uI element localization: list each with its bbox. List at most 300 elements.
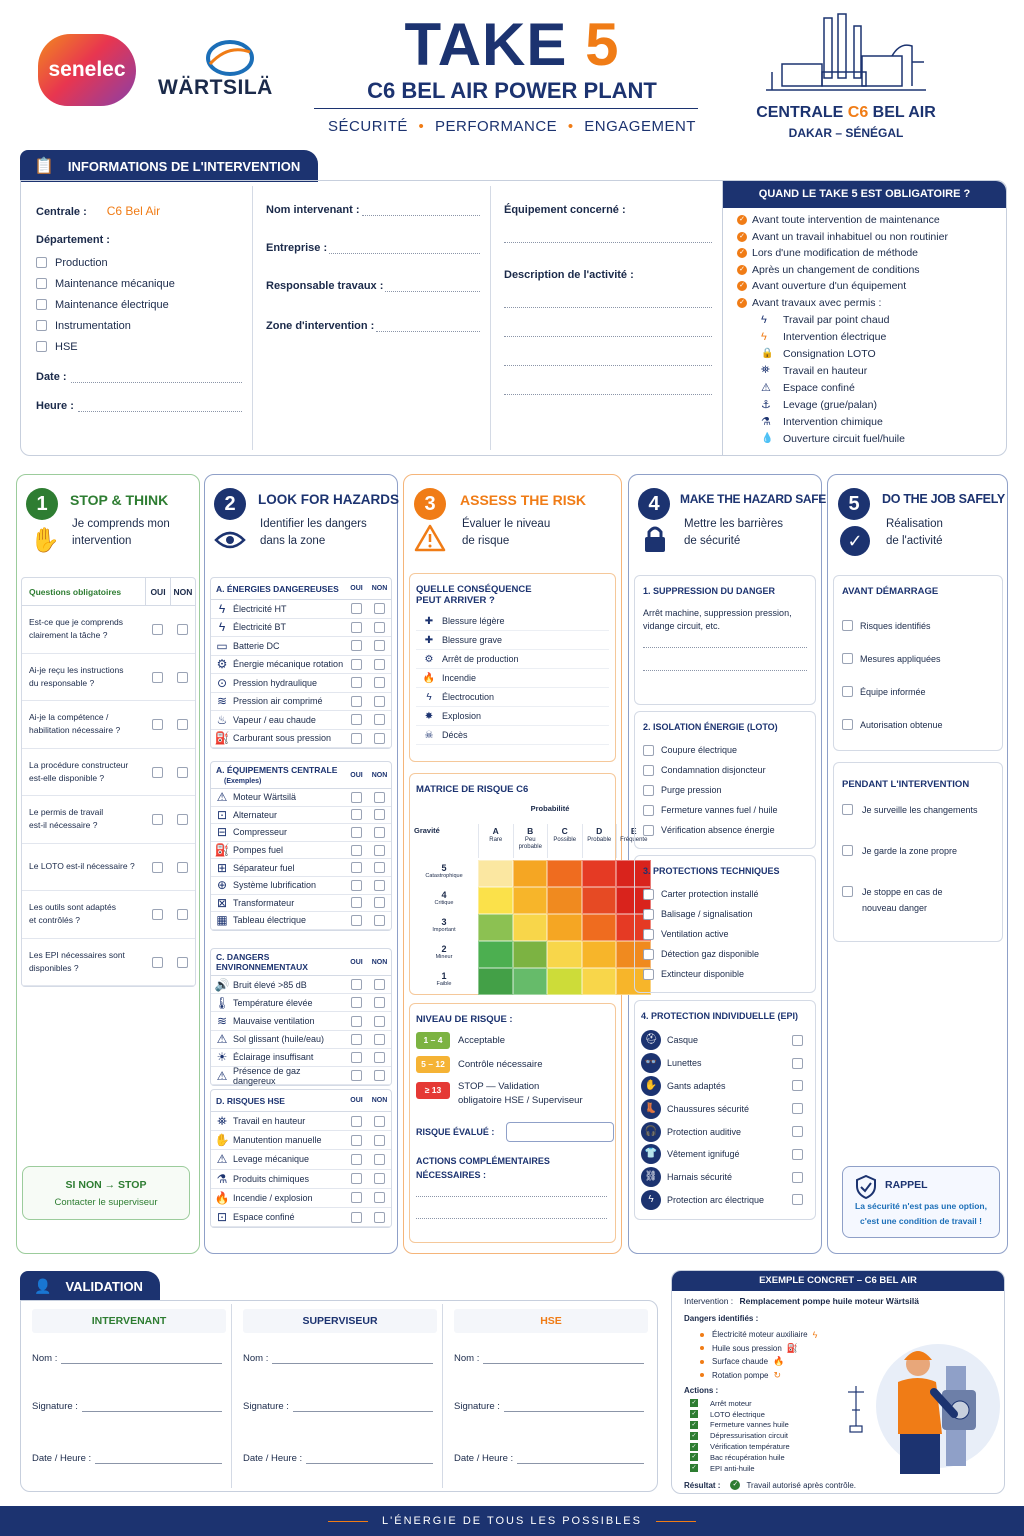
department-option[interactable] [36, 252, 242, 273]
step-title: ASSESS THE RISK [460, 492, 587, 508]
entreprise-field[interactable] [266, 242, 480, 254]
checkbox-label: Balisage / signalisation [661, 909, 753, 919]
checkbox[interactable] [643, 805, 654, 816]
action-item [690, 1409, 790, 1420]
non-checkbox[interactable] [374, 733, 385, 744]
non-checkbox[interactable] [374, 1070, 385, 1081]
danger-item [700, 1328, 817, 1342]
check-square-icon: ✓ [691, 1465, 697, 1472]
oui-checkbox[interactable] [152, 957, 163, 968]
epi-row [641, 1052, 809, 1075]
validation-divider [442, 1304, 443, 1488]
epi-row [641, 1143, 809, 1166]
hazard-icon: ⚠ [216, 1032, 228, 1047]
oui-checkbox[interactable] [351, 997, 362, 1008]
validation-column-title: INTERVENANT [32, 1309, 226, 1333]
hazards-environment [210, 948, 392, 1086]
non-checkbox[interactable] [374, 1116, 385, 1127]
validation-field-line[interactable] [272, 1353, 433, 1364]
validation-field-line[interactable] [517, 1453, 644, 1464]
rappel-text: La sécurité n'est pas une option, [855, 1201, 987, 1211]
checkbox[interactable] [842, 886, 853, 897]
validation-field[interactable] [454, 1401, 644, 1412]
gravity-label: Faible [436, 981, 452, 987]
non-checkbox[interactable] [177, 862, 188, 873]
oui-checkbox[interactable] [351, 733, 362, 744]
check-square-icon: ✓ [691, 1421, 697, 1428]
checkbox[interactable] [643, 929, 654, 940]
department-label: Maintenance électrique [55, 298, 169, 311]
nom-field[interactable] [266, 204, 480, 216]
oui-checkbox[interactable] [152, 672, 163, 683]
checkbox[interactable] [643, 765, 654, 776]
step-subtitle [684, 516, 783, 550]
probability-label: Possible [553, 837, 577, 843]
checkbox[interactable] [643, 825, 654, 836]
non-checkbox[interactable] [374, 845, 385, 856]
checkbox-label: Purge pression [661, 785, 722, 795]
oui-checkbox[interactable] [351, 845, 362, 856]
hazard-row [211, 912, 391, 930]
oui-checkbox[interactable] [351, 1070, 362, 1081]
non-checkbox[interactable] [177, 909, 188, 920]
description-line[interactable] [504, 394, 712, 395]
checkbox-row[interactable] [842, 884, 994, 925]
question-line: Les outils sont adaptés [29, 902, 116, 913]
responsable-line[interactable] [385, 280, 480, 292]
hazard-row [211, 1150, 391, 1169]
hazard-row [211, 807, 391, 825]
oui-checkbox[interactable] [351, 696, 362, 707]
date-line[interactable] [71, 371, 242, 383]
level-badge: ≥ 13 [416, 1082, 450, 1099]
equipement-label: Équipement concerné : [504, 204, 626, 216]
checkbox-row[interactable] [643, 944, 807, 964]
non-cell [368, 714, 391, 725]
epi-row [641, 1029, 809, 1052]
oui-checkbox[interactable] [351, 792, 362, 803]
non-cell [368, 880, 391, 891]
oui-checkbox[interactable] [351, 1016, 362, 1027]
permit-label: Consignation LOTO [783, 347, 876, 360]
gravity-header [412, 914, 476, 941]
oui-checkbox[interactable] [351, 677, 362, 688]
non-checkbox[interactable] [374, 880, 385, 891]
tagline [312, 118, 712, 135]
non-checkbox[interactable] [374, 1212, 385, 1223]
oui-checkbox[interactable] [351, 1034, 362, 1045]
action-label: LOTO électrique [710, 1409, 765, 1419]
matrix-title: MATRICE DE RISQUE C6 [416, 784, 529, 795]
department-option[interactable] [36, 273, 242, 294]
suppression-text: Arrêt machine, suppression pression, [643, 608, 792, 618]
matrix-cell [582, 914, 617, 941]
technical-list [643, 884, 807, 984]
probability-label: Fréquente [620, 837, 648, 843]
epi-icon: 👓 [641, 1053, 661, 1073]
actions-line[interactable] [416, 1218, 607, 1219]
hazard-icon: ⊕ [216, 878, 228, 893]
danger-icon: ⛽ [786, 1342, 799, 1353]
hazard-icon: ⚠ [216, 790, 228, 805]
oui-checkbox[interactable] [351, 880, 362, 891]
suppression-line[interactable] [643, 647, 807, 648]
matrix-cell [547, 887, 582, 914]
non-checkbox[interactable] [374, 792, 385, 803]
non-checkbox[interactable] [374, 1135, 385, 1146]
checkbox[interactable] [842, 653, 853, 664]
non-cell [368, 1154, 391, 1165]
oui-checkbox[interactable] [351, 1192, 362, 1203]
oui-checkbox[interactable] [351, 1154, 362, 1165]
hazards-equipment [210, 761, 392, 931]
probability-header [513, 824, 548, 858]
oui-cell [345, 1034, 368, 1045]
probability-letter: E [630, 826, 637, 836]
oui-checkbox[interactable] [351, 809, 362, 820]
heure-line[interactable] [78, 400, 242, 412]
epi-checkbox[interactable] [792, 1149, 803, 1160]
non-checkbox[interactable] [177, 767, 188, 778]
hazard-section-header [211, 762, 391, 789]
actions-line[interactable] [416, 1196, 607, 1197]
validation-field-label: Date / Heure : [32, 1453, 92, 1464]
hazard-icon: ⚠ [216, 1068, 228, 1083]
checkbox[interactable] [36, 320, 47, 331]
non-checkbox[interactable] [374, 1052, 385, 1063]
description-line[interactable] [504, 336, 712, 337]
non-checkbox[interactable] [374, 696, 385, 707]
permit-item [761, 362, 1006, 379]
epi-checkbox[interactable] [792, 1172, 803, 1183]
when-item-label: Avant un travail inhabituel ou non routinier [752, 230, 948, 243]
checkbox[interactable] [643, 909, 654, 920]
epi-checkbox[interactable] [792, 1035, 803, 1046]
non-checkbox[interactable] [374, 1192, 385, 1203]
check-circle-icon: ✓ [737, 298, 747, 308]
checkbox[interactable] [643, 785, 654, 796]
oui-checkbox[interactable] [152, 719, 163, 730]
validation-field-line[interactable] [504, 1401, 644, 1412]
checkbox[interactable] [36, 278, 47, 289]
non-checkbox[interactable] [374, 1173, 385, 1184]
hazard-label: Sol glissant (huile/eau) [233, 1034, 325, 1045]
checkbox-row[interactable] [842, 802, 994, 843]
checkbox-row[interactable] [842, 708, 994, 741]
non-checkbox[interactable] [374, 897, 385, 908]
suppression-box [634, 575, 816, 705]
hazard-icon: ⊡ [216, 1210, 228, 1225]
validation-field-line[interactable] [61, 1353, 222, 1364]
non-checkbox[interactable] [177, 814, 188, 825]
step-title: LOOK FOR HAZARDS [258, 492, 399, 507]
probability-header [547, 824, 582, 858]
department-option[interactable] [36, 336, 242, 357]
epi-label: Chaussures sécurité [667, 1103, 750, 1114]
checkbox[interactable] [842, 686, 853, 697]
oui-checkbox[interactable] [351, 603, 362, 614]
senelec-logo-text: senelec [48, 58, 126, 81]
check-square-icon: ✓ [691, 1454, 697, 1461]
non-checkbox[interactable] [374, 1154, 385, 1165]
checkbox[interactable] [643, 969, 654, 980]
epi-icon: ⛓ [641, 1167, 661, 1187]
validation-field-line[interactable] [95, 1453, 222, 1464]
oui-checkbox[interactable] [351, 714, 362, 725]
permit-label: Intervention électrique [783, 330, 887, 343]
checkbox-row[interactable] [643, 800, 807, 820]
when-item-label: Après un changement de conditions [752, 263, 920, 276]
danger-icon: 🔥 [773, 1356, 785, 1367]
matrix-cell [513, 941, 548, 968]
risk-evaluated-input[interactable] [506, 1122, 614, 1142]
oui-checkbox[interactable] [351, 827, 362, 838]
oui-checkbox[interactable] [351, 915, 362, 926]
checkbox[interactable] [842, 719, 853, 730]
question-row [22, 891, 195, 939]
epi-row [641, 1075, 809, 1098]
department-list [36, 252, 242, 357]
validation-column-title: HSE [454, 1309, 648, 1333]
validation-field[interactable] [454, 1453, 644, 1464]
checkbox-row[interactable] [643, 760, 807, 780]
checkbox[interactable] [36, 299, 47, 310]
entreprise-line[interactable] [329, 242, 480, 254]
checkbox[interactable] [842, 845, 853, 856]
tag-engagement: ENGAGEMENT [584, 118, 696, 135]
consequence-icon: ✸ [424, 710, 434, 722]
epi-checkbox[interactable] [792, 1194, 803, 1205]
oui-cell [345, 880, 368, 891]
epi-checkbox[interactable] [792, 1058, 803, 1069]
checkbox-row[interactable] [643, 904, 807, 924]
non-cell [368, 603, 391, 614]
oui-checkbox[interactable] [351, 659, 362, 670]
title-divider [314, 108, 698, 109]
checkbox-row[interactable] [842, 609, 994, 642]
department-option[interactable] [36, 294, 242, 315]
hazard-row [211, 1208, 391, 1227]
validation-field[interactable] [243, 1453, 433, 1464]
oui-cell [345, 809, 368, 820]
department-label: Instrumentation [55, 319, 131, 332]
non-checkbox[interactable] [374, 862, 385, 873]
oui-checkbox[interactable] [351, 1135, 362, 1146]
oui-cell [145, 955, 170, 968]
validation-field[interactable] [243, 1353, 433, 1364]
validation-field[interactable] [243, 1401, 433, 1412]
question-row [22, 701, 195, 749]
question-line: Ai-je la compétence / [29, 712, 109, 723]
validation-field[interactable] [32, 1353, 222, 1364]
non-cell [368, 1116, 391, 1127]
hazard-section-title-text: D. RISQUES HSE [216, 1095, 285, 1106]
hazard-row [211, 1031, 391, 1049]
checkbox[interactable] [842, 804, 853, 815]
equipement-line[interactable] [504, 242, 712, 243]
consequence-row [416, 650, 609, 669]
oui-checkbox[interactable] [351, 862, 362, 873]
checkbox-row[interactable] [643, 740, 807, 760]
non-checkbox[interactable] [374, 714, 385, 725]
matrix-cell [478, 968, 513, 995]
oui-cell [345, 733, 368, 744]
loto-title: 2. ISOLATION ÉNERGIE (LOTO) [643, 722, 778, 732]
oui-checkbox[interactable] [351, 897, 362, 908]
validation-field-line[interactable] [483, 1353, 644, 1364]
oui-cell [345, 1192, 368, 1203]
non-checkbox[interactable] [374, 979, 385, 990]
validation-field-label: Nom : [243, 1353, 269, 1364]
department-label: HSE [55, 340, 78, 353]
when-item-label: Avant ouverture d'un équipement [752, 280, 907, 293]
question-text [22, 860, 145, 873]
suppression-line[interactable] [643, 670, 807, 671]
oui-checkbox[interactable] [152, 862, 163, 873]
oui-checkbox[interactable] [351, 1052, 362, 1063]
hazard-label: Température élevée [233, 997, 313, 1008]
checkbox[interactable] [643, 949, 654, 960]
non-checkbox[interactable] [374, 622, 385, 633]
checkbox[interactable] [643, 745, 654, 756]
footer-rule [656, 1521, 696, 1522]
checkbox-label: Risques identifiés [860, 620, 931, 631]
non-checkbox[interactable] [374, 1016, 385, 1027]
question-row [22, 796, 195, 844]
probability-letter: A [492, 826, 499, 836]
heure-label: Heure : [36, 400, 74, 412]
zone-field[interactable] [266, 320, 480, 332]
description-line[interactable] [504, 307, 712, 308]
oui-checkbox[interactable] [351, 640, 362, 651]
non-checkbox[interactable] [374, 997, 385, 1008]
checkbox-row[interactable] [842, 843, 994, 884]
non-checkbox[interactable] [374, 659, 385, 670]
checkbox[interactable] [643, 889, 654, 900]
permit-item [761, 396, 1006, 413]
checkbox-row[interactable] [643, 780, 807, 800]
non-checkbox[interactable] [177, 672, 188, 683]
department-option[interactable] [36, 315, 242, 336]
validation-field[interactable] [454, 1353, 644, 1364]
checkbox-row[interactable] [643, 820, 807, 840]
validation-field[interactable] [32, 1401, 222, 1412]
site-city: DAKAR – SÉNÉGAL [788, 126, 904, 140]
hazard-section-header [211, 1090, 391, 1112]
nom-line[interactable] [362, 204, 480, 216]
heure-field[interactable] [36, 400, 242, 412]
non-checkbox[interactable] [374, 603, 385, 614]
oui-cell [345, 997, 368, 1008]
permit-label: Levage (grue/palan) [783, 398, 877, 411]
non-checkbox[interactable] [177, 957, 188, 968]
tag-performance: PERFORMANCE [434, 118, 558, 135]
oui-cell [145, 765, 170, 778]
consequence-label: Arrêt de production [442, 654, 519, 664]
checkbox-row[interactable] [842, 642, 994, 675]
oui-checkbox[interactable] [351, 979, 362, 990]
responsable-field[interactable] [266, 280, 480, 292]
hazard-label: Électricité BT [233, 622, 287, 633]
oui-checkbox[interactable] [152, 624, 163, 635]
non-checkbox[interactable] [177, 719, 188, 730]
step-header-4 [638, 484, 826, 568]
epi-checkbox[interactable] [792, 1103, 803, 1114]
non-checkbox[interactable] [374, 640, 385, 651]
when-item [737, 262, 1006, 279]
description-line[interactable] [504, 365, 712, 366]
checkbox[interactable] [842, 620, 853, 631]
non-checkbox[interactable] [374, 809, 385, 820]
zone-line[interactable] [376, 320, 480, 332]
hazard-row [211, 1112, 391, 1131]
step-header-3 [414, 484, 614, 568]
hazard-label: Incendie / explosion [233, 1192, 313, 1203]
non-cell [170, 670, 195, 683]
info-col-3 [504, 204, 712, 395]
col-non: NON [371, 771, 388, 779]
site-prefix: CENTRALE [756, 104, 848, 121]
checkbox-row[interactable] [643, 884, 807, 904]
questions-table [21, 577, 196, 987]
validation-field-line[interactable] [82, 1401, 222, 1412]
hazard-section-title [211, 1093, 345, 1109]
validation-field-label: Signature : [32, 1401, 78, 1412]
hazard-row [211, 976, 391, 994]
non-checkbox[interactable] [374, 915, 385, 926]
oui-checkbox[interactable] [152, 909, 163, 920]
epi-checkbox[interactable] [792, 1126, 803, 1137]
risk-level-title: NIVEAU DE RISQUE : [416, 1014, 513, 1025]
oui-checkbox[interactable] [351, 1116, 362, 1127]
checkbox-row[interactable] [842, 675, 994, 708]
date-field[interactable] [36, 371, 242, 383]
probability-label: Probable [587, 837, 612, 843]
checkbox[interactable] [36, 341, 47, 352]
validation-field-line[interactable] [293, 1401, 433, 1412]
stop-title: SI NON → STOP [65, 1179, 147, 1191]
non-checkbox[interactable] [374, 677, 385, 688]
oui-checkbox[interactable] [152, 814, 163, 825]
validation-field[interactable] [32, 1453, 222, 1464]
hazard-row [211, 1189, 391, 1208]
epi-checkbox[interactable] [792, 1080, 803, 1091]
checkbox-row[interactable] [643, 964, 807, 984]
oui-checkbox[interactable] [351, 1212, 362, 1223]
non-cell [368, 696, 391, 707]
validation-field-line[interactable] [306, 1453, 433, 1464]
oui-checkbox[interactable] [351, 1173, 362, 1184]
matrix-cell [547, 860, 582, 887]
non-checkbox[interactable] [374, 1034, 385, 1045]
checkbox[interactable] [36, 257, 47, 268]
non-checkbox[interactable] [374, 827, 385, 838]
oui-checkbox[interactable] [152, 767, 163, 778]
action-label: Vérification température [710, 1442, 790, 1452]
crane-hook-icon: ⚓ [761, 399, 771, 411]
user-check-icon: 👤 [34, 1277, 52, 1294]
checkbox-row[interactable] [643, 924, 807, 944]
step-subtitle [260, 516, 367, 550]
oui-cell [145, 623, 170, 636]
consequence-row [416, 669, 609, 688]
non-checkbox[interactable] [177, 624, 188, 635]
info-col-1 [36, 204, 242, 412]
hazard-label: Bruit élevé >85 dB [233, 979, 307, 990]
hazard-icon: 🔥 [214, 1190, 230, 1205]
oui-checkbox[interactable] [351, 622, 362, 633]
hazard-icon: ⛽ [214, 731, 230, 746]
